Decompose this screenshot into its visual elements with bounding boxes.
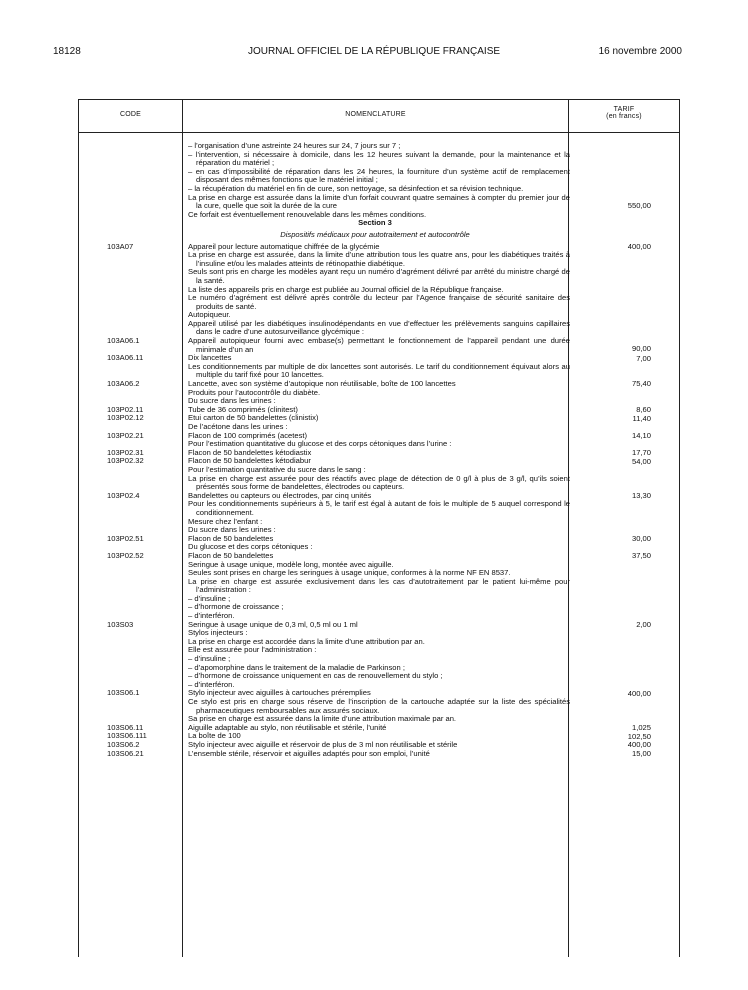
journal-title: JOURNAL OFFICIEL DE LA RÉPUBLIQUE FRANÇAISE [247,46,501,57]
row-tarif: 400,00 [627,740,651,750]
row-tarif: 400,00 [627,241,651,251]
row-text: Seules sont prises en charge les seringues à usage unique, conformes à la norme NF EN 8537. [188,568,511,578]
row-text: – l’intervention, si nécessaire à domicile, dans les 12 heures suivant la demande, pour la maintenance et la réparation du matériel ; [188,149,570,168]
row-code: 103P02.32 [107,456,144,466]
row-code: 103P02.31 [107,447,144,457]
publication-date: 16 novembre 2000 [598,46,682,57]
table-row [79,337,679,354]
row-text: Seringue à usage unique, modèle long, montée avec aiguille. [188,559,394,569]
row-tarif: 54,00 [631,456,651,466]
row-tarif: 14,10 [631,430,651,440]
table-row [79,535,679,544]
row-text: Du sucre dans les urines : [188,525,276,535]
row-text: Stylo injecteur avec aiguilles à cartouches préremplies [188,688,371,698]
row-text: – la récupération du matériel en fin de cure, son nettoyage, sa désinfection et sa révision technique. [188,183,524,193]
row-text: Appareil autopiqueur fourni avec embase(s) permettant le fonctionnement de l’appareil pendant une durée minimale d’un an [188,336,570,354]
row-text: La prise en charge est assurée dans la limite d’un forfait couvrant quatre semaines à compter du premier jour de la cure, quelle que soit la durée de la cure [188,192,570,211]
table-row [79,457,679,466]
tarif-header-line2: (en francs) [606,113,642,120]
table-row [79,423,679,432]
row-code: 103S06.1 [107,688,140,698]
table-row [79,406,679,415]
table-row [79,397,679,406]
table-row [79,380,679,389]
row-tarif: 11,40 [632,413,651,423]
row-text: Elle est assurée pour l’administration : [188,645,317,655]
table-row [79,672,679,681]
row-code: 103P02.4 [107,490,140,500]
row-tarif: 7,00 [636,353,651,363]
table-row [79,294,679,311]
table-row [79,268,679,285]
table-row [79,578,679,595]
table-row [79,595,679,604]
row-text: Appareil utilisé par les diabétiques insulinodépendants en vue d’effectuer les prélèvements sanguins capillaires dans le cadre d’une autosurveillance glycémique : [188,318,570,337]
table-row [79,251,679,268]
row-tarif: 2,00 [636,620,651,630]
tarif-header-line1: TARIF [613,106,635,113]
table-row [79,526,679,535]
row-text: – en cas d’impossibilité de réparation dans les 24 heures, la fourniture d’un système actif de remplacement disposant des mêmes fonctions que le matériel initial ; [188,166,570,185]
row-code: 103P02.21 [107,430,144,440]
row-code: 103P02.11 [107,404,144,414]
table-row [79,543,679,552]
row-text: Appareil pour lecture automatique chiffrée de la glycémie [188,241,380,251]
row-code: 103A06.11 [107,353,144,363]
row-tarif: 550,00 [627,200,651,210]
row-tarif: 15,00 [631,748,651,758]
row-text: Dix lancettes [188,353,232,363]
row-text: L’ensemble stérile, réservoir et aiguilles adaptés pour son emploi, l’unité [188,748,430,758]
row-text: Flacon de 50 bandelettes [188,533,274,543]
row-text: Ce forfait est éventuellement renouvelable dans les mêmes conditions. [188,209,427,219]
row-text: Flacon de 50 bandelettes kétodiastix [188,447,312,457]
table-row [79,151,679,168]
nomenclature-table [78,99,680,957]
row-tarif: 30,00 [631,534,651,544]
row-text: Le numéro d’agrément est délivré après contrôle du lecteur par l’Agence française de sécurité sanitaire des produits de santé. [188,293,570,311]
row-text: Sa prise en charge est assurée dans la limite d’une attribution maximale par an. [188,714,457,724]
row-text: – d’apomorphine dans le traitement de la maladie de Parkinson ; [188,662,405,672]
row-text: La liste des appareils pris en charge est publiée au Journal officiel de la République française. [188,284,504,294]
page-number: 18128 [53,46,81,57]
row-text: Stylos injecteurs : [188,628,248,638]
row-tarif: 1,025 [631,723,651,733]
code-column-header: CODE [119,111,142,118]
row-text: – d’interféron. [188,679,235,689]
table-row [79,603,679,612]
row-code: 103P02.52 [107,550,144,560]
table-row [79,681,679,690]
nomenclature-column-header: NOMENCLATURE [345,111,406,118]
table-row [79,363,679,380]
row-text: Flacon de 100 comprimés (acetest) [188,430,308,440]
row-text: – d’interféron. [188,611,235,621]
row-code: 103S06.2 [107,739,140,749]
table-row [79,440,679,449]
table-row [79,724,679,733]
row-tarif: 17,70 [631,448,651,458]
row-text: Les conditionnements par multiple de dix lancettes sont autorisés. Le tarif du conditionnement équivaut alors au multiple du tarif fixé pour 10 lancettes. [188,361,570,380]
row-tarif: 400,00 [627,688,651,698]
row-text: Ce stylo est pris en charge sous réserve de l’inscription de la cartouche adaptée sur la liste des spécialités pharmaceutiques remboursables aux assurés sociaux. [188,697,570,715]
row-text: Mesure chez l’enfant : [188,516,263,526]
row-code: 103P02.12 [107,413,144,423]
row-text: La prise en charge est assurée pour des réactifs avec plage de détection de 0 g/l à plus de 3 g/l, qu’ils soient présentés sous forme de bandelettes, électrodes ou capteurs. [188,473,570,492]
row-code: 103A06.2 [107,379,140,389]
row-text: Section 3 [358,218,392,228]
row-text: Lancette, avec son système d’autopique non réutilisable, boîte de 100 lancettes [188,379,456,389]
table-row [79,500,679,517]
table-row [79,168,679,185]
row-tarif: 8,60 [636,405,651,415]
row-text: La prise en charge est accordée dans la limite d’une attribution par an. [188,636,425,646]
row-text: – l’organisation d’une astreinte 24 heures sur 24, 7 jours sur 7 ; [188,141,401,150]
tarif-column-header [569,106,679,120]
row-tarif: 37,50 [631,551,651,561]
row-text: – d’hormone de croissance ; [188,602,284,612]
table-row [79,449,679,458]
table-row [79,638,679,647]
row-text: Flacon de 50 bandelettes kétodiabur [188,456,311,466]
row-text: Produits pour l’autocontrôle du diabète. [188,387,321,397]
row-text: Bandelettes ou capteurs ou électrodes, par cinq unités [188,490,372,500]
row-text: La boîte de 100 [188,731,241,741]
row-text: Du glucose et des corps cétoniques : [188,542,313,552]
row-text: Aiguille adaptable au stylo, non réutilisable et stérile, l’unité [188,722,387,732]
row-tarif: 90,00 [631,344,651,354]
row-text: Pour les conditionnements supérieurs à 5, le tarif est égal à autant de fois le multiple de 5 auquel correspond le conditionnement. [188,499,570,517]
row-text: – d’insuline ; [188,593,231,603]
row-code: 103S06.21 [107,748,144,758]
row-text: Tube de 36 comprimés (clinitest) [188,404,298,414]
table-row [79,698,679,715]
row-text: Flacon de 50 bandelettes [188,550,274,560]
table-body [79,142,679,758]
table-row [79,231,679,240]
row-tarif: 75,40 [631,379,651,389]
row-text: Pour l’estimation quantitative du sucre dans le sang : [188,464,366,474]
row-code: 103A06.1 [107,336,140,346]
row-text: Etui carton de 50 bandelettes (clinistix) [188,413,319,423]
table-row [79,475,679,492]
row-text: Stylo injecteur avec aiguille et réservoir de plus de 3 ml non réutilisable et stérile [188,739,458,749]
table-row [79,219,679,228]
table-row [79,389,679,398]
row-text: – d’hormone de croissance uniquement en cas de renouvellement du stylo ; [188,671,443,681]
table-row [79,518,679,527]
table-row [79,320,679,337]
row-text: Seuls sont pris en charge les modèles ayant reçu un numéro d’agrément délivré par arrêté du ministre chargé de la santé. [188,267,570,285]
row-code: 103A07 [107,241,134,251]
row-text: La prise en charge est assurée, dans la limite d’une attribution tous les quatre ans, pour les diabétiques traités à l’insuline et/ou les malades atteints de rétinopathie diabétique. [188,250,570,268]
table-row [79,612,679,621]
header-divider [79,132,679,133]
row-tarif: 102,50 [627,731,651,741]
table-row [79,194,679,211]
row-code: 103S06.111 [107,731,147,741]
row-text: Seringue à usage unique de 0,3 ml, 0,5 ml ou 1 ml [188,619,358,629]
row-text: Pour l’estimation quantitative du glucose et des corps cétoniques dans l’urine : [188,439,452,449]
row-text: – d’insuline ; [188,654,231,664]
table-row [79,414,679,423]
row-text: Autopiqueur. [188,310,231,320]
row-code: 103P02.51 [107,533,144,543]
row-text: Dispositifs médicaux pour autotraitement et autocontrôle [280,229,470,239]
row-code: 103S03 [107,619,134,629]
row-text: De l’acétone dans les urines : [188,422,288,431]
table-row [79,621,679,630]
table-row [79,750,679,759]
row-text: Du sucre dans les urines : [188,396,276,406]
row-tarif: 13,30 [631,491,651,501]
row-text: La prise en charge est assurée exclusivement dans les cas d’autotraitement par le patient lui-même pour l’administration : [188,576,570,595]
row-code: 103S06.11 [107,722,144,732]
table-row [79,646,679,655]
